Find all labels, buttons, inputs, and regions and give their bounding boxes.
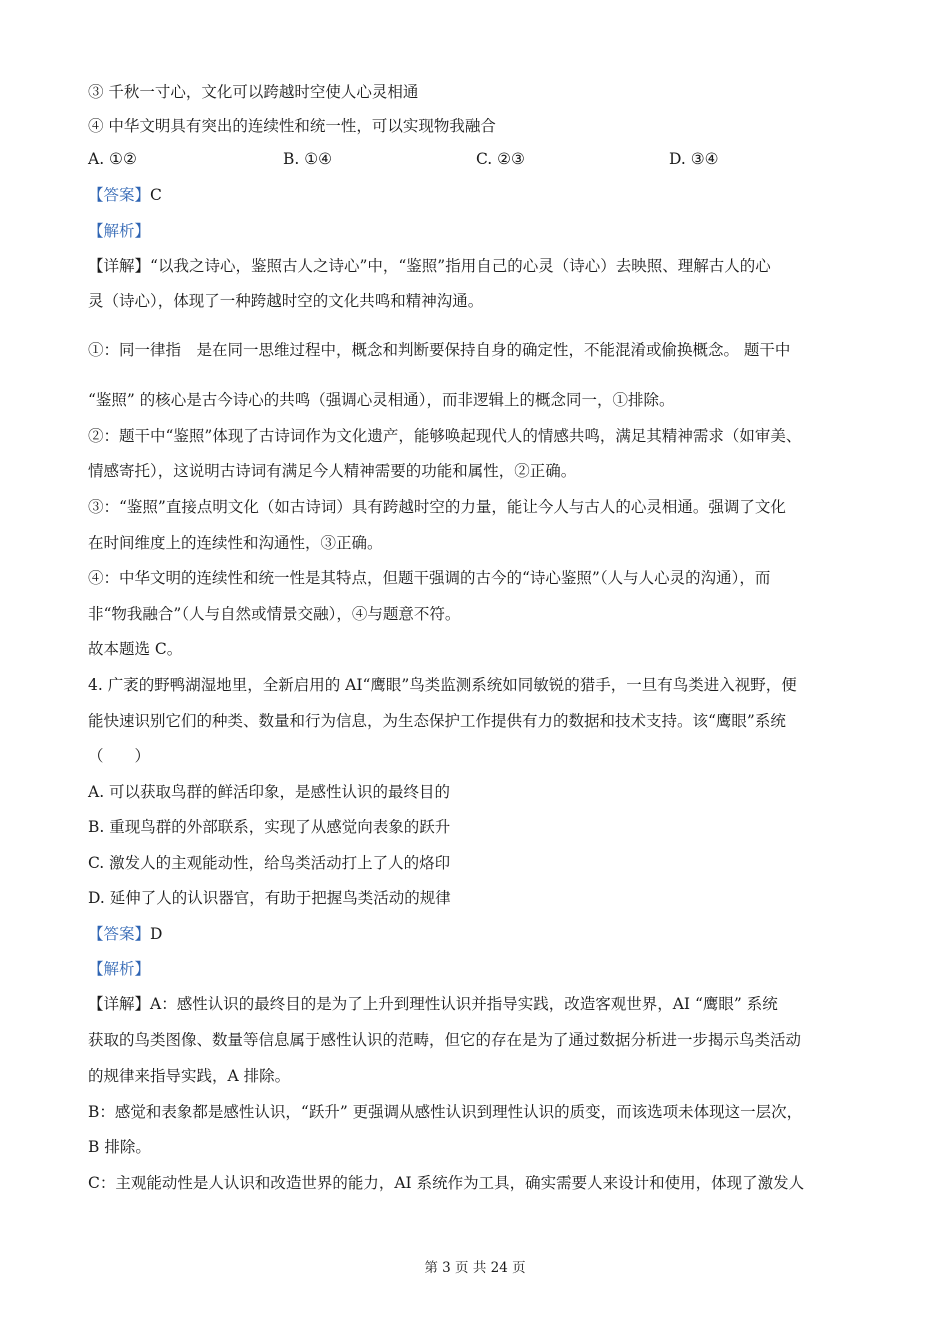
- answer-value: C: [150, 186, 162, 204]
- q3-choice-a: A. ①②: [88, 150, 137, 168]
- q3-detail-line: 在时间维度上的连续性和沟通性，③正确。: [88, 534, 383, 552]
- detail-text: “以我之诗心，鉴照古人之诗心”中，“鉴照”指用自己的心灵（诗心）去映照、理解古人的心: [150, 257, 771, 275]
- q3-choice-d: D. ③④: [669, 150, 719, 168]
- q3-analysis-label: 【解析】: [88, 222, 151, 240]
- q3-detail-line: ③：“鉴照”直接点明文化（如古诗词）具有跨越时空的力量，能让今人与古人的心灵相通。强调了文化: [88, 498, 786, 516]
- q4-detail-line: [88, 993, 778, 1015]
- page-number-footer: 第 3 页 共 24 页: [424, 1260, 526, 1276]
- answer-label: 【答案】: [88, 925, 151, 943]
- q4-option-c: C. 激发人的主观能动性，给鸟类活动打上了人的烙印: [88, 854, 451, 872]
- q3-option-3: ③ 千秋一寸心，文化可以跨越时空使人心灵相通: [88, 83, 419, 101]
- q4-detail-line: 获取的鸟类图像、数量等信息属于感性认识的范畴，但它的存在是为了通过数据分析进一步揭示鸟类活动: [88, 1031, 802, 1049]
- q4-stem-line: 能快速识别它们的种类、数量和行为信息，为生态保护工作提供有力的数据和技术支持。该“鹰眼”系统: [88, 712, 786, 730]
- q3-answer: [88, 184, 162, 206]
- q3-choice-b: B. ①④: [283, 150, 333, 168]
- q3-detail-line: “鉴照” 的核心是古今诗心的共鸣（强调心灵相通），而非逻辑上的概念同一，①排除。: [88, 391, 675, 409]
- q3-detail-line: 情感寄托），这说明古诗词有满足今人精神需要的功能和属性，②正确。: [88, 462, 577, 480]
- q4-detail-line: B：感觉和表象都是感性认识，“跃升” 更强调从感性认识到理性认识的质变，而该选项未体现这一层次，: [88, 1103, 803, 1121]
- q3-detail-line: [88, 255, 771, 277]
- q3-detail-line: 非“物我融合”（人与自然或情景交融），④与题意不符。: [88, 605, 461, 623]
- q4-option-d: D. 延伸了人的认识器官，有助于把握鸟类活动的规律: [88, 889, 451, 907]
- q4-analysis-label: 【解析】: [88, 960, 151, 978]
- answer-label: 【答案】: [88, 186, 151, 204]
- q3-conclusion: 故本题选 C。: [88, 640, 183, 658]
- q4-answer: [88, 923, 162, 945]
- q4-detail-line: B 排除。: [88, 1138, 151, 1156]
- detail-label: 【详解】: [88, 257, 151, 275]
- q3-detail-line: ②：题干中“鉴照”体现了古诗词作为文化遗产，能够唤起现代人的情感共鸣，满足其精神需求（如审美、: [88, 427, 802, 445]
- answer-value: D: [150, 925, 163, 943]
- q3-detail-line: ①：同一律指 是在同一思维过程中，概念和判断要保持自身的确定性，不能混淆或偷换概念。 题干中: [88, 341, 791, 359]
- q3-detail-line: 灵（诗心），体现了一种跨越时空的文化共鸣和精神沟通。: [88, 292, 484, 310]
- detail-label: 【详解】: [88, 995, 151, 1013]
- q4-option-a: A. 可以获取鸟群的鲜活印象，是感性认识的最终目的: [88, 783, 451, 801]
- q3-option-4: ④ 中华文明具有突出的连续性和统一性，可以实现物我融合: [88, 117, 496, 135]
- q4-detail-line: C：主观能动性是人认识和改造世界的能力，AI 系统作为工具，确实需要人来设计和使用，体现了激发人: [88, 1174, 805, 1192]
- q4-stem-blank: （ ）: [88, 747, 151, 765]
- q4-option-b: B. 重现鸟群的外部联系，实现了从感觉向表象的跃升: [88, 818, 451, 836]
- detail-text: A：感性认识的最终目的是为了上升到理性认识并指导实践，改造客观世界，AI “鹰眼” 系统: [150, 995, 778, 1013]
- q3-choice-c: C. ②③: [476, 150, 525, 168]
- q4-stem-line: 4. 广袤的野鸭湖湿地里，全新启用的 AI“鹰眼”鸟类监测系统如同敏锐的猎手，一旦有鸟类进入视野，便: [88, 676, 797, 694]
- q3-detail-line: ④：中华文明的连续性和统一性是其特点，但题干强调的古今的“诗心鉴照”（人与人心灵的沟通），而: [88, 569, 771, 587]
- q4-detail-line: 的规律来指导实践，A 排除。: [88, 1067, 291, 1085]
